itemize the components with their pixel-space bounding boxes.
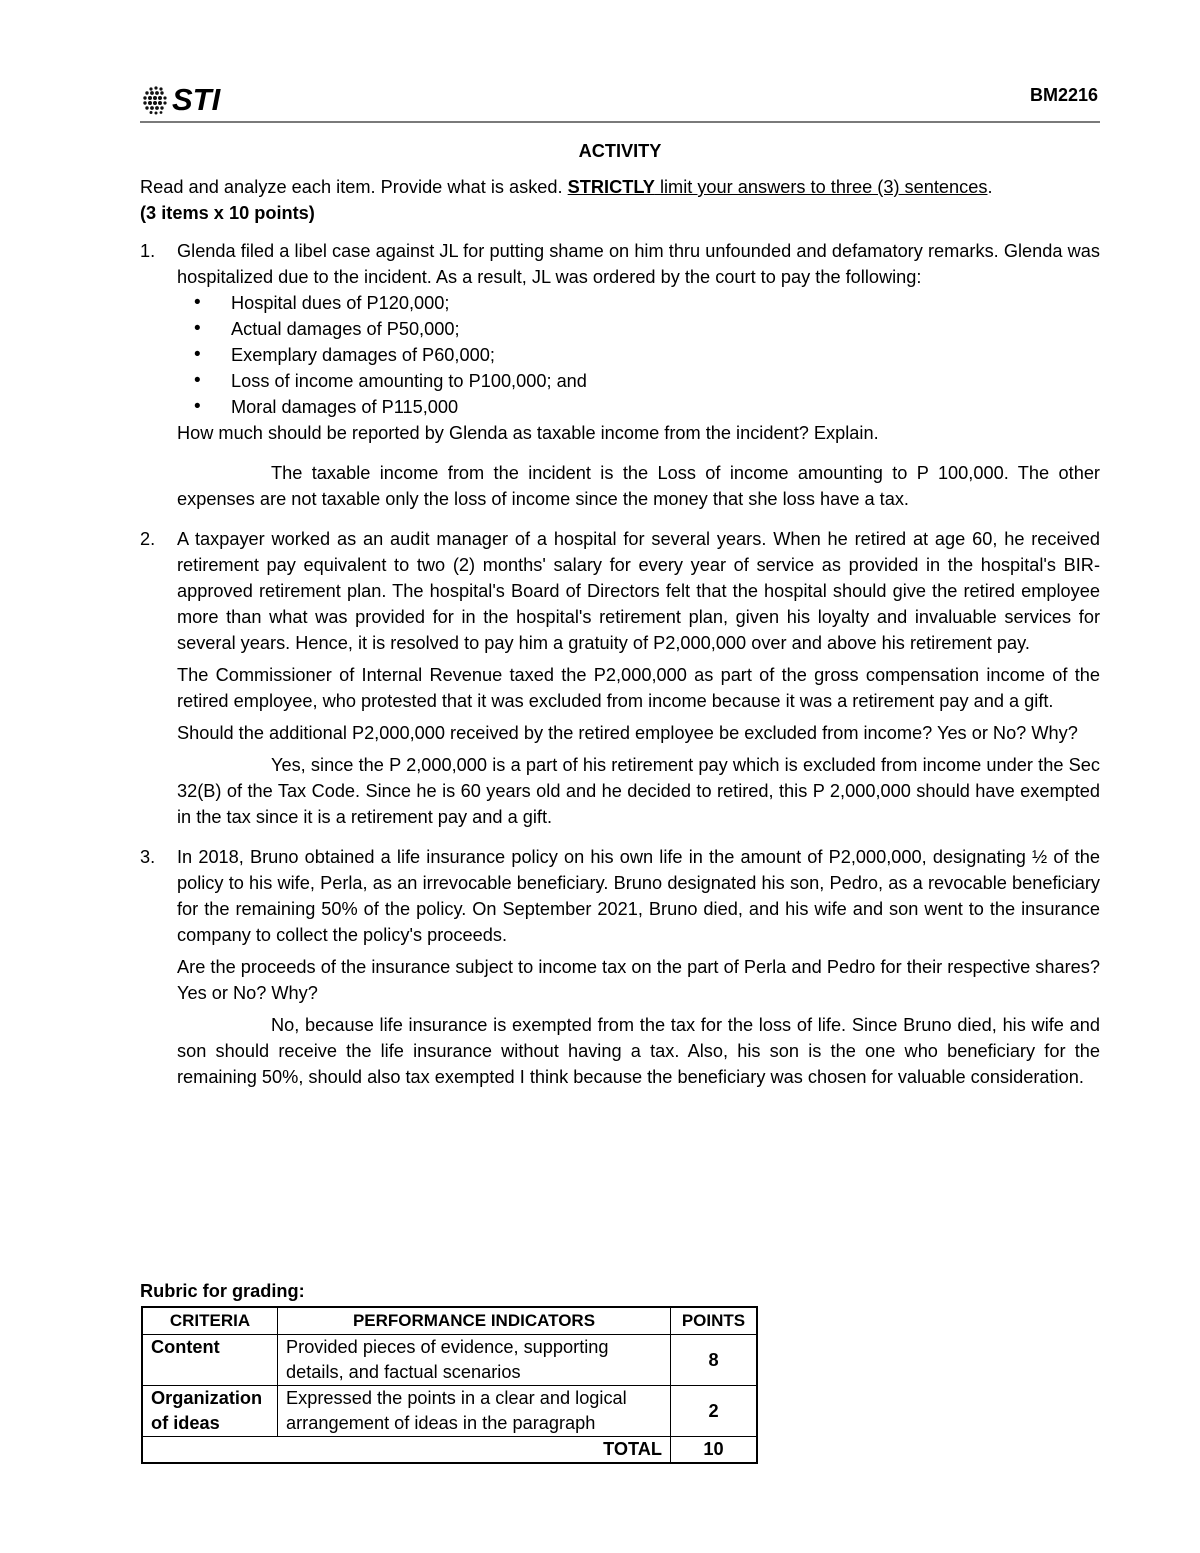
list-item: • Loss of income amounting to P100,000; and (194, 368, 1100, 394)
instructions (140, 174, 1100, 200)
list-item: • Actual damages of P50,000; (194, 316, 1100, 342)
sti-logo (142, 84, 220, 116)
list-item: • Exemplary damages of P60,000; (194, 342, 1100, 368)
indicator-cell: Expressed the points in a clear and logical arrangement of ideas in the paragraph (278, 1386, 671, 1437)
list-item: • Moral damages of P115,000 (194, 394, 1100, 420)
item-question: Should the additional P2,000,000 received by the retired employee be excluded from income? Yes or No? Why? (177, 723, 1078, 743)
item-question: Are the proceeds of the insurance subject to income tax on the part of Perla and Pedro for their respective shares? Yes or No? Why? (177, 957, 1100, 1003)
item-number: 3. (140, 847, 156, 867)
criteria-cell: Organization of ideas (142, 1386, 278, 1437)
item-text: Glenda filed a libel case against JL for putting shame on him thru unfounded and defamatory remarks. Glenda was hospitalized due to the incident. As a result, JL was ordered by the court to pay the following: (177, 241, 1100, 287)
column-header: PERFORMANCE INDICATORS (278, 1307, 671, 1335)
points-cell: 2 (671, 1386, 758, 1437)
document-code: BM2216 (1029, 85, 1098, 105)
page-title: ACTIVITY (578, 141, 662, 161)
indicator-cell: Provided pieces of evidence, supporting details, and factual scenarios (278, 1335, 671, 1386)
total-points: 10 (671, 1437, 758, 1464)
globe-icon (142, 85, 168, 115)
item-number: 2. (140, 529, 156, 549)
rubric-title: Rubric for grading: (140, 1281, 305, 1301)
question-item-3 (140, 844, 1100, 1090)
table-header-row (142, 1307, 757, 1335)
instruction-limit: limit your answers to three (3) sentences (654, 177, 988, 197)
page-header (140, 78, 1100, 124)
instruction-end: . (987, 177, 993, 197)
criteria-cell: Content (142, 1335, 278, 1386)
header-divider (140, 121, 1100, 123)
table-total-row (142, 1437, 757, 1464)
award-list (177, 290, 1100, 420)
instruction-strictly: STRICTLY (567, 177, 655, 197)
activity-content (140, 138, 1100, 1102)
list-item: • Hospital dues of P120,000; (194, 290, 1100, 316)
table-row (142, 1386, 757, 1437)
instruction-lead: Read and analyze each item. Provide what is asked. (140, 177, 568, 197)
item-text: The Commissioner of Internal Revenue taxed the P2,000,000 as part of the gross compensation income of the retired employee, who protested that it was excluded from income because it was a retirement pay and a gift. (177, 665, 1100, 711)
table-row (142, 1335, 757, 1386)
item-question: How much should be reported by Glenda as taxable income from the incident? Explain. (177, 423, 879, 443)
item-answer: The taxable income from the incident is the Loss of income amounting to P 100,000. The other expenses are not taxable only the loss of income since the money that she loss have a tax. (177, 463, 1100, 509)
column-header: CRITERIA (142, 1307, 278, 1335)
points-cell: 8 (671, 1335, 758, 1386)
item-text: A taxpayer worked as an audit manager of a hospital for several years. When he retired at age 60, he received retirement pay equivalent to two (2) months' salary for every year of service as provided in the hospital's BIR-approved retirement plan. The hospital's Board of Directors felt that the hospital should give the retired employee more than what was provided for in the hospital's retirement plan, given his loyalty and invaluable services for several years. Hence, it is resolved to pay him a gratuity of P2,000,000 over and above his retirement pay. (177, 529, 1100, 653)
column-header: POINTS (671, 1307, 758, 1335)
total-label: TOTAL (142, 1437, 671, 1464)
item-text: In 2018, Bruno obtained a life insurance policy on his own life in the amount of P2,000,000, designating ½ of the policy to his wife, Perla, as an irrevocable beneficiary. Bruno designated his son, Pedro, as a revocable beneficiary for the remaining 50% of the policy. On September 2021, Bruno died, and his wife and son went to the insurance company to collect the policy's proceeds. (177, 847, 1100, 945)
question-item-1 (140, 238, 1100, 512)
logo-text: STI (172, 82, 221, 117)
item-number: 1. (140, 241, 156, 261)
item-answer: Yes, since the P 2,000,000 is a part of his retirement pay which is excluded from income under the Sec 32(B) of the Tax Code. Since he is 60 years old and he decided to retired, this P 2,000,000 should have exempted in the tax since it is a retirement pay and a gift. (177, 755, 1100, 827)
rubric-table (141, 1306, 758, 1464)
item-answer: No, because life insurance is exempted from the tax for the loss of life. Since Bruno died, his wife and son should receive the life insurance without having a tax. Also, his son is the one who beneficiary for the remaining 50%, should also tax exempted I think because the beneficiary was chosen for valuable consideration. (177, 1015, 1100, 1087)
question-item-2 (140, 526, 1100, 830)
scoring-note: (3 items x 10 points) (140, 203, 315, 223)
